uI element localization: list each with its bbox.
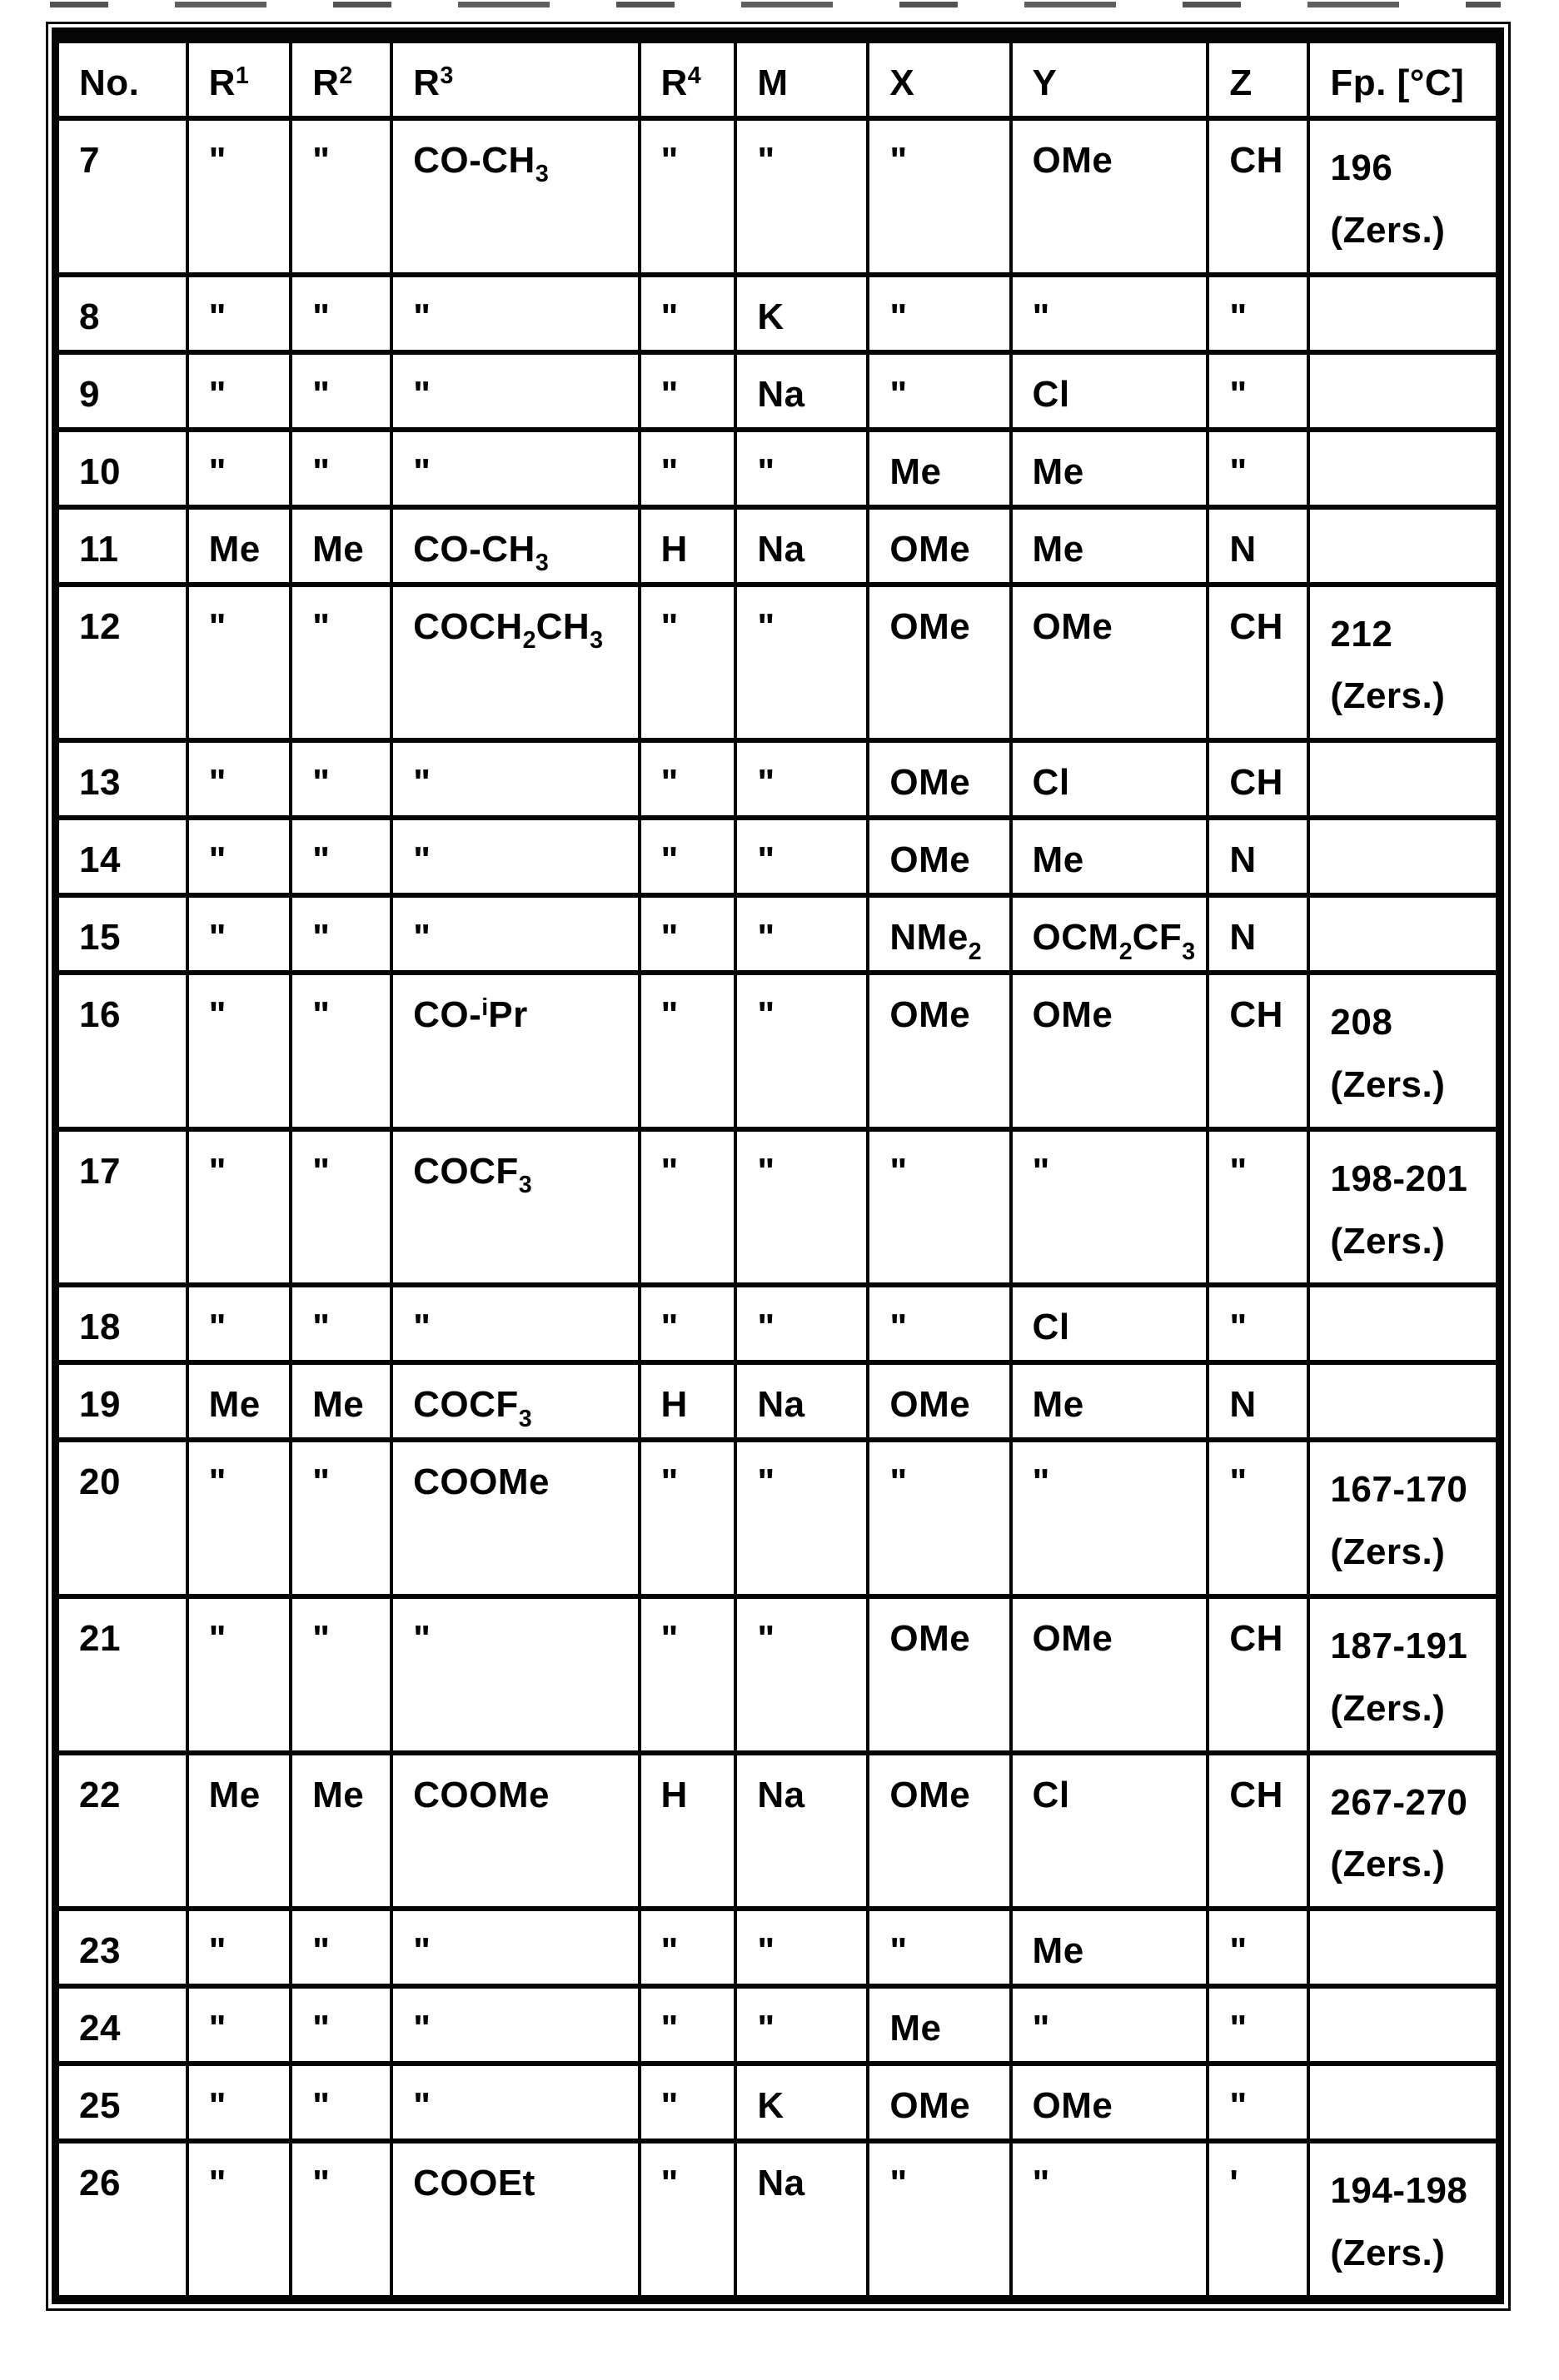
cell-m: " xyxy=(735,1596,868,1753)
table-row xyxy=(57,275,1497,352)
cell-r3: " xyxy=(391,1909,639,1986)
cell-x: " xyxy=(868,352,1010,430)
cell-z: " xyxy=(1208,1285,1308,1362)
cell-r4: H xyxy=(640,507,736,585)
cell-r3: " xyxy=(391,1596,639,1753)
cell-r1: " xyxy=(187,740,291,818)
cell-r3: CO-$^i$Pr xyxy=(391,973,639,1129)
cell-r4: " xyxy=(640,740,736,818)
col-header-z: Z xyxy=(1208,41,1308,118)
cell-r4: H xyxy=(640,1753,736,1909)
cell-m: " xyxy=(735,973,868,1129)
cell-r3: " xyxy=(391,430,639,507)
col-header-fp: Fp. [°C] xyxy=(1308,41,1497,118)
table-inner-frame xyxy=(52,27,1504,2304)
cell-no: 13 xyxy=(57,740,187,818)
table-body xyxy=(57,118,1497,2298)
cell-m: " xyxy=(735,430,868,507)
table-row xyxy=(57,118,1497,275)
cell-r3: $CO-CH_3$ xyxy=(391,118,639,275)
cell-no: 24 xyxy=(57,1986,187,2064)
cell-r1: " xyxy=(187,275,291,352)
table-row xyxy=(57,1285,1497,1362)
cell-r2: " xyxy=(291,430,391,507)
cell-fp xyxy=(1308,430,1497,507)
cell-z: " xyxy=(1208,1440,1308,1596)
cell-r3: " xyxy=(391,1986,639,2064)
cell-fp xyxy=(1308,275,1497,352)
cell-y: Me xyxy=(1011,430,1208,507)
cell-no: 17 xyxy=(57,1129,187,1286)
cell-r2: Me xyxy=(291,1753,391,1909)
cell-x: Me xyxy=(868,1986,1010,2064)
cell-m: Na xyxy=(735,1362,868,1440)
cell-r2: " xyxy=(291,1129,391,1286)
cell-r2: " xyxy=(291,2064,391,2141)
cell-r2: " xyxy=(291,1285,391,1362)
cell-x: OMe xyxy=(868,740,1010,818)
cell-y: " xyxy=(1011,1440,1208,1596)
cell-r2: " xyxy=(291,1909,391,1986)
cell-z: " xyxy=(1208,2064,1308,2141)
cell-no: 23 xyxy=(57,1909,187,1986)
cell-m: " xyxy=(735,118,868,275)
cell-r2: " xyxy=(291,585,391,741)
scan-artifact xyxy=(50,2,1501,7)
cell-no: 25 xyxy=(57,2064,187,2141)
cell-r3: $COCF_3$ xyxy=(391,1362,639,1440)
cell-x: OMe xyxy=(868,585,1010,741)
cell-r4: " xyxy=(640,430,736,507)
cell-r2: Me xyxy=(291,1362,391,1440)
cell-r1: " xyxy=(187,1440,291,1596)
cell-r2: " xyxy=(291,818,391,895)
cell-y: Me xyxy=(1011,1362,1208,1440)
cell-r3: " xyxy=(391,1285,639,1362)
cell-r1: " xyxy=(187,973,291,1129)
cell-no: 16 xyxy=(57,973,187,1129)
cell-no: 15 xyxy=(57,895,187,973)
cell-fp: 196 (Zers.) xyxy=(1308,118,1497,275)
cell-y: $OCM_2CF_3$ xyxy=(1011,895,1208,973)
cell-r2: Me xyxy=(291,507,391,585)
cell-r2: " xyxy=(291,973,391,1129)
table-row xyxy=(57,2064,1497,2141)
cell-x: Me xyxy=(868,430,1010,507)
cell-no: 10 xyxy=(57,430,187,507)
cell-x: OMe xyxy=(868,1596,1010,1753)
table-row xyxy=(57,430,1497,507)
table-row xyxy=(57,1753,1497,1909)
cell-r2: " xyxy=(291,1596,391,1753)
cell-z: N xyxy=(1208,1362,1308,1440)
cell-r4: " xyxy=(640,818,736,895)
cell-fp: 187-191 (Zers.) xyxy=(1308,1596,1497,1753)
cell-r1: " xyxy=(187,1285,291,1362)
cell-m: " xyxy=(735,1285,868,1362)
cell-y: Me xyxy=(1011,1909,1208,1986)
cell-z: " xyxy=(1208,1909,1308,1986)
cell-fp: 194-198 (Zers.) xyxy=(1308,2141,1497,2298)
cell-r3: $COCH_2CH_3$ xyxy=(391,585,639,741)
cell-r4: " xyxy=(640,973,736,1129)
cell-z: CH xyxy=(1208,1596,1308,1753)
cell-m: Na xyxy=(735,2141,868,2298)
cell-fp: 198-201 (Zers.) xyxy=(1308,1129,1497,1286)
table-row xyxy=(57,585,1497,741)
cell-z: " xyxy=(1208,1986,1308,2064)
cell-r3: COOEt xyxy=(391,2141,639,2298)
cell-r4: " xyxy=(640,352,736,430)
cell-no: 11 xyxy=(57,507,187,585)
cell-r1: " xyxy=(187,818,291,895)
cell-r2: " xyxy=(291,1986,391,2064)
cell-r2: " xyxy=(291,118,391,275)
cell-fp xyxy=(1308,1285,1497,1362)
cell-fp: 167-170 (Zers.) xyxy=(1308,1440,1497,1596)
cell-m: Na xyxy=(735,1753,868,1909)
cell-r3: " xyxy=(391,2064,639,2141)
cell-r1: " xyxy=(187,430,291,507)
cell-fp xyxy=(1308,507,1497,585)
cell-x: " xyxy=(868,1440,1010,1596)
cell-fp xyxy=(1308,1362,1497,1440)
cell-y: OMe xyxy=(1011,973,1208,1129)
cell-fp xyxy=(1308,895,1497,973)
cell-fp xyxy=(1308,740,1497,818)
cell-r4: " xyxy=(640,2064,736,2141)
cell-y: " xyxy=(1011,1129,1208,1286)
cell-no: 20 xyxy=(57,1440,187,1596)
cell-m: K xyxy=(735,275,868,352)
cell-no: 7 xyxy=(57,118,187,275)
cell-r1: " xyxy=(187,2141,291,2298)
cell-x: " xyxy=(868,1285,1010,1362)
cell-no: 14 xyxy=(57,818,187,895)
cell-fp xyxy=(1308,2064,1497,2141)
cell-m: " xyxy=(735,1986,868,2064)
cell-z: CH xyxy=(1208,973,1308,1129)
col-header-r2: $R^2$ xyxy=(291,41,391,118)
cell-r1: " xyxy=(187,352,291,430)
cell-fp xyxy=(1308,352,1497,430)
cell-fp: 212 (Zers.) xyxy=(1308,585,1497,741)
cell-r4: " xyxy=(640,1129,736,1286)
cell-r4: " xyxy=(640,1285,736,1362)
cell-r4: H xyxy=(640,1362,736,1440)
cell-y: Me xyxy=(1011,507,1208,585)
cell-z: CH xyxy=(1208,740,1308,818)
table-row xyxy=(57,1362,1497,1440)
cell-r2: " xyxy=(291,275,391,352)
cell-y: OMe xyxy=(1011,2064,1208,2141)
cell-r2: " xyxy=(291,352,391,430)
cell-x: " xyxy=(868,118,1010,275)
cell-r3: " xyxy=(391,740,639,818)
cell-z: N xyxy=(1208,818,1308,895)
cell-m: Na xyxy=(735,352,868,430)
col-header-y: Y xyxy=(1011,41,1208,118)
cell-x: NMe$_2$ xyxy=(868,895,1010,973)
table-outer-frame xyxy=(46,22,1511,2311)
cell-x: " xyxy=(868,275,1010,352)
cell-r4: " xyxy=(640,2141,736,2298)
cell-fp xyxy=(1308,818,1497,895)
cell-y: Cl xyxy=(1011,1285,1208,1362)
cell-r2: " xyxy=(291,2141,391,2298)
col-header-r3: $R^3$ xyxy=(391,41,639,118)
cell-r3: $COCF_3$ xyxy=(391,1129,639,1286)
cell-x: OMe xyxy=(868,2064,1010,2141)
cell-r1: " xyxy=(187,895,291,973)
cell-r4: " xyxy=(640,895,736,973)
cell-x: OMe xyxy=(868,1362,1010,1440)
cell-r4: " xyxy=(640,118,736,275)
table-row xyxy=(57,895,1497,973)
cell-r3: " xyxy=(391,275,639,352)
cell-m: K xyxy=(735,2064,868,2141)
cell-fp: 267-270 (Zers.) xyxy=(1308,1753,1497,1909)
cell-y: " xyxy=(1011,275,1208,352)
col-header-m: M xyxy=(735,41,868,118)
cell-no: 26 xyxy=(57,2141,187,2298)
table-row xyxy=(57,1596,1497,1753)
cell-r2: " xyxy=(291,740,391,818)
table-row xyxy=(57,352,1497,430)
cell-z: ' xyxy=(1208,2141,1308,2298)
cell-r4: " xyxy=(640,585,736,741)
cell-m: " xyxy=(735,895,868,973)
cell-r1: " xyxy=(187,118,291,275)
cell-z: " xyxy=(1208,430,1308,507)
cell-r3: " xyxy=(391,895,639,973)
cell-m: " xyxy=(735,1440,868,1596)
cell-x: " xyxy=(868,2141,1010,2298)
table-row xyxy=(57,1986,1497,2064)
cell-y: OMe xyxy=(1011,118,1208,275)
table-row xyxy=(57,2141,1497,2298)
cell-x: OMe xyxy=(868,973,1010,1129)
cell-m: " xyxy=(735,740,868,818)
cell-no: 18 xyxy=(57,1285,187,1362)
cell-y: Cl xyxy=(1011,352,1208,430)
cell-y: Me xyxy=(1011,818,1208,895)
cell-r3: " xyxy=(391,352,639,430)
table-row xyxy=(57,1129,1497,1286)
table-row xyxy=(57,507,1497,585)
cell-no: 12 xyxy=(57,585,187,741)
cell-no: 21 xyxy=(57,1596,187,1753)
cell-r3: COOMe xyxy=(391,1440,639,1596)
cell-y: Cl xyxy=(1011,740,1208,818)
cell-m: " xyxy=(735,818,868,895)
cell-r2: " xyxy=(291,1440,391,1596)
cell-r1: " xyxy=(187,1596,291,1753)
table-row xyxy=(57,973,1497,1129)
header-row xyxy=(57,41,1497,118)
cell-y: OMe xyxy=(1011,1596,1208,1753)
col-header-no: No. xyxy=(57,41,187,118)
col-header-r1: $R^1$ xyxy=(187,41,291,118)
cell-r2: " xyxy=(291,895,391,973)
cell-m: " xyxy=(735,585,868,741)
cell-r4: " xyxy=(640,1440,736,1596)
cell-x: OMe xyxy=(868,507,1010,585)
cell-z: N xyxy=(1208,507,1308,585)
cell-y: OMe xyxy=(1011,585,1208,741)
cell-m: " xyxy=(735,1909,868,1986)
cell-r1: " xyxy=(187,585,291,741)
cell-x: OMe xyxy=(868,818,1010,895)
table-row xyxy=(57,818,1497,895)
cell-no: 22 xyxy=(57,1753,187,1909)
cell-y: " xyxy=(1011,2141,1208,2298)
cell-r4: " xyxy=(640,1596,736,1753)
compound-table xyxy=(56,38,1499,2300)
cell-z: CH xyxy=(1208,1753,1308,1909)
cell-z: " xyxy=(1208,1129,1308,1286)
cell-r3: " xyxy=(391,818,639,895)
col-header-r4: $R^4$ xyxy=(640,41,736,118)
cell-x: " xyxy=(868,1129,1010,1286)
cell-z: CH xyxy=(1208,118,1308,275)
cell-z: " xyxy=(1208,352,1308,430)
cell-x: " xyxy=(868,1909,1010,1986)
cell-r1: Me xyxy=(187,507,291,585)
cell-r1: " xyxy=(187,2064,291,2141)
cell-r4: " xyxy=(640,1986,736,2064)
table-row xyxy=(57,1440,1497,1596)
cell-r3: $CO-CH_3$ xyxy=(391,507,639,585)
cell-r1: Me xyxy=(187,1753,291,1909)
cell-z: N xyxy=(1208,895,1308,973)
table-row xyxy=(57,740,1497,818)
cell-r1: " xyxy=(187,1986,291,2064)
cell-r1: " xyxy=(187,1129,291,1286)
cell-x: OMe xyxy=(868,1753,1010,1909)
cell-r3: COOMe xyxy=(391,1753,639,1909)
cell-y: " xyxy=(1011,1986,1208,2064)
cell-fp: 208 (Zers.) xyxy=(1308,973,1497,1129)
table-row xyxy=(57,1909,1497,1986)
cell-fp xyxy=(1308,1986,1497,2064)
cell-r1: " xyxy=(187,1909,291,1986)
cell-m: " xyxy=(735,1129,868,1286)
cell-no: 8 xyxy=(57,275,187,352)
cell-z: CH xyxy=(1208,585,1308,741)
cell-no: 9 xyxy=(57,352,187,430)
cell-y: Cl xyxy=(1011,1753,1208,1909)
cell-m: Na xyxy=(735,507,868,585)
cell-r4: " xyxy=(640,1909,736,1986)
cell-r1: Me xyxy=(187,1362,291,1440)
cell-r4: " xyxy=(640,275,736,352)
cell-no: 19 xyxy=(57,1362,187,1440)
cell-fp xyxy=(1308,1909,1497,1986)
cell-z: " xyxy=(1208,275,1308,352)
col-header-x: X xyxy=(868,41,1010,118)
